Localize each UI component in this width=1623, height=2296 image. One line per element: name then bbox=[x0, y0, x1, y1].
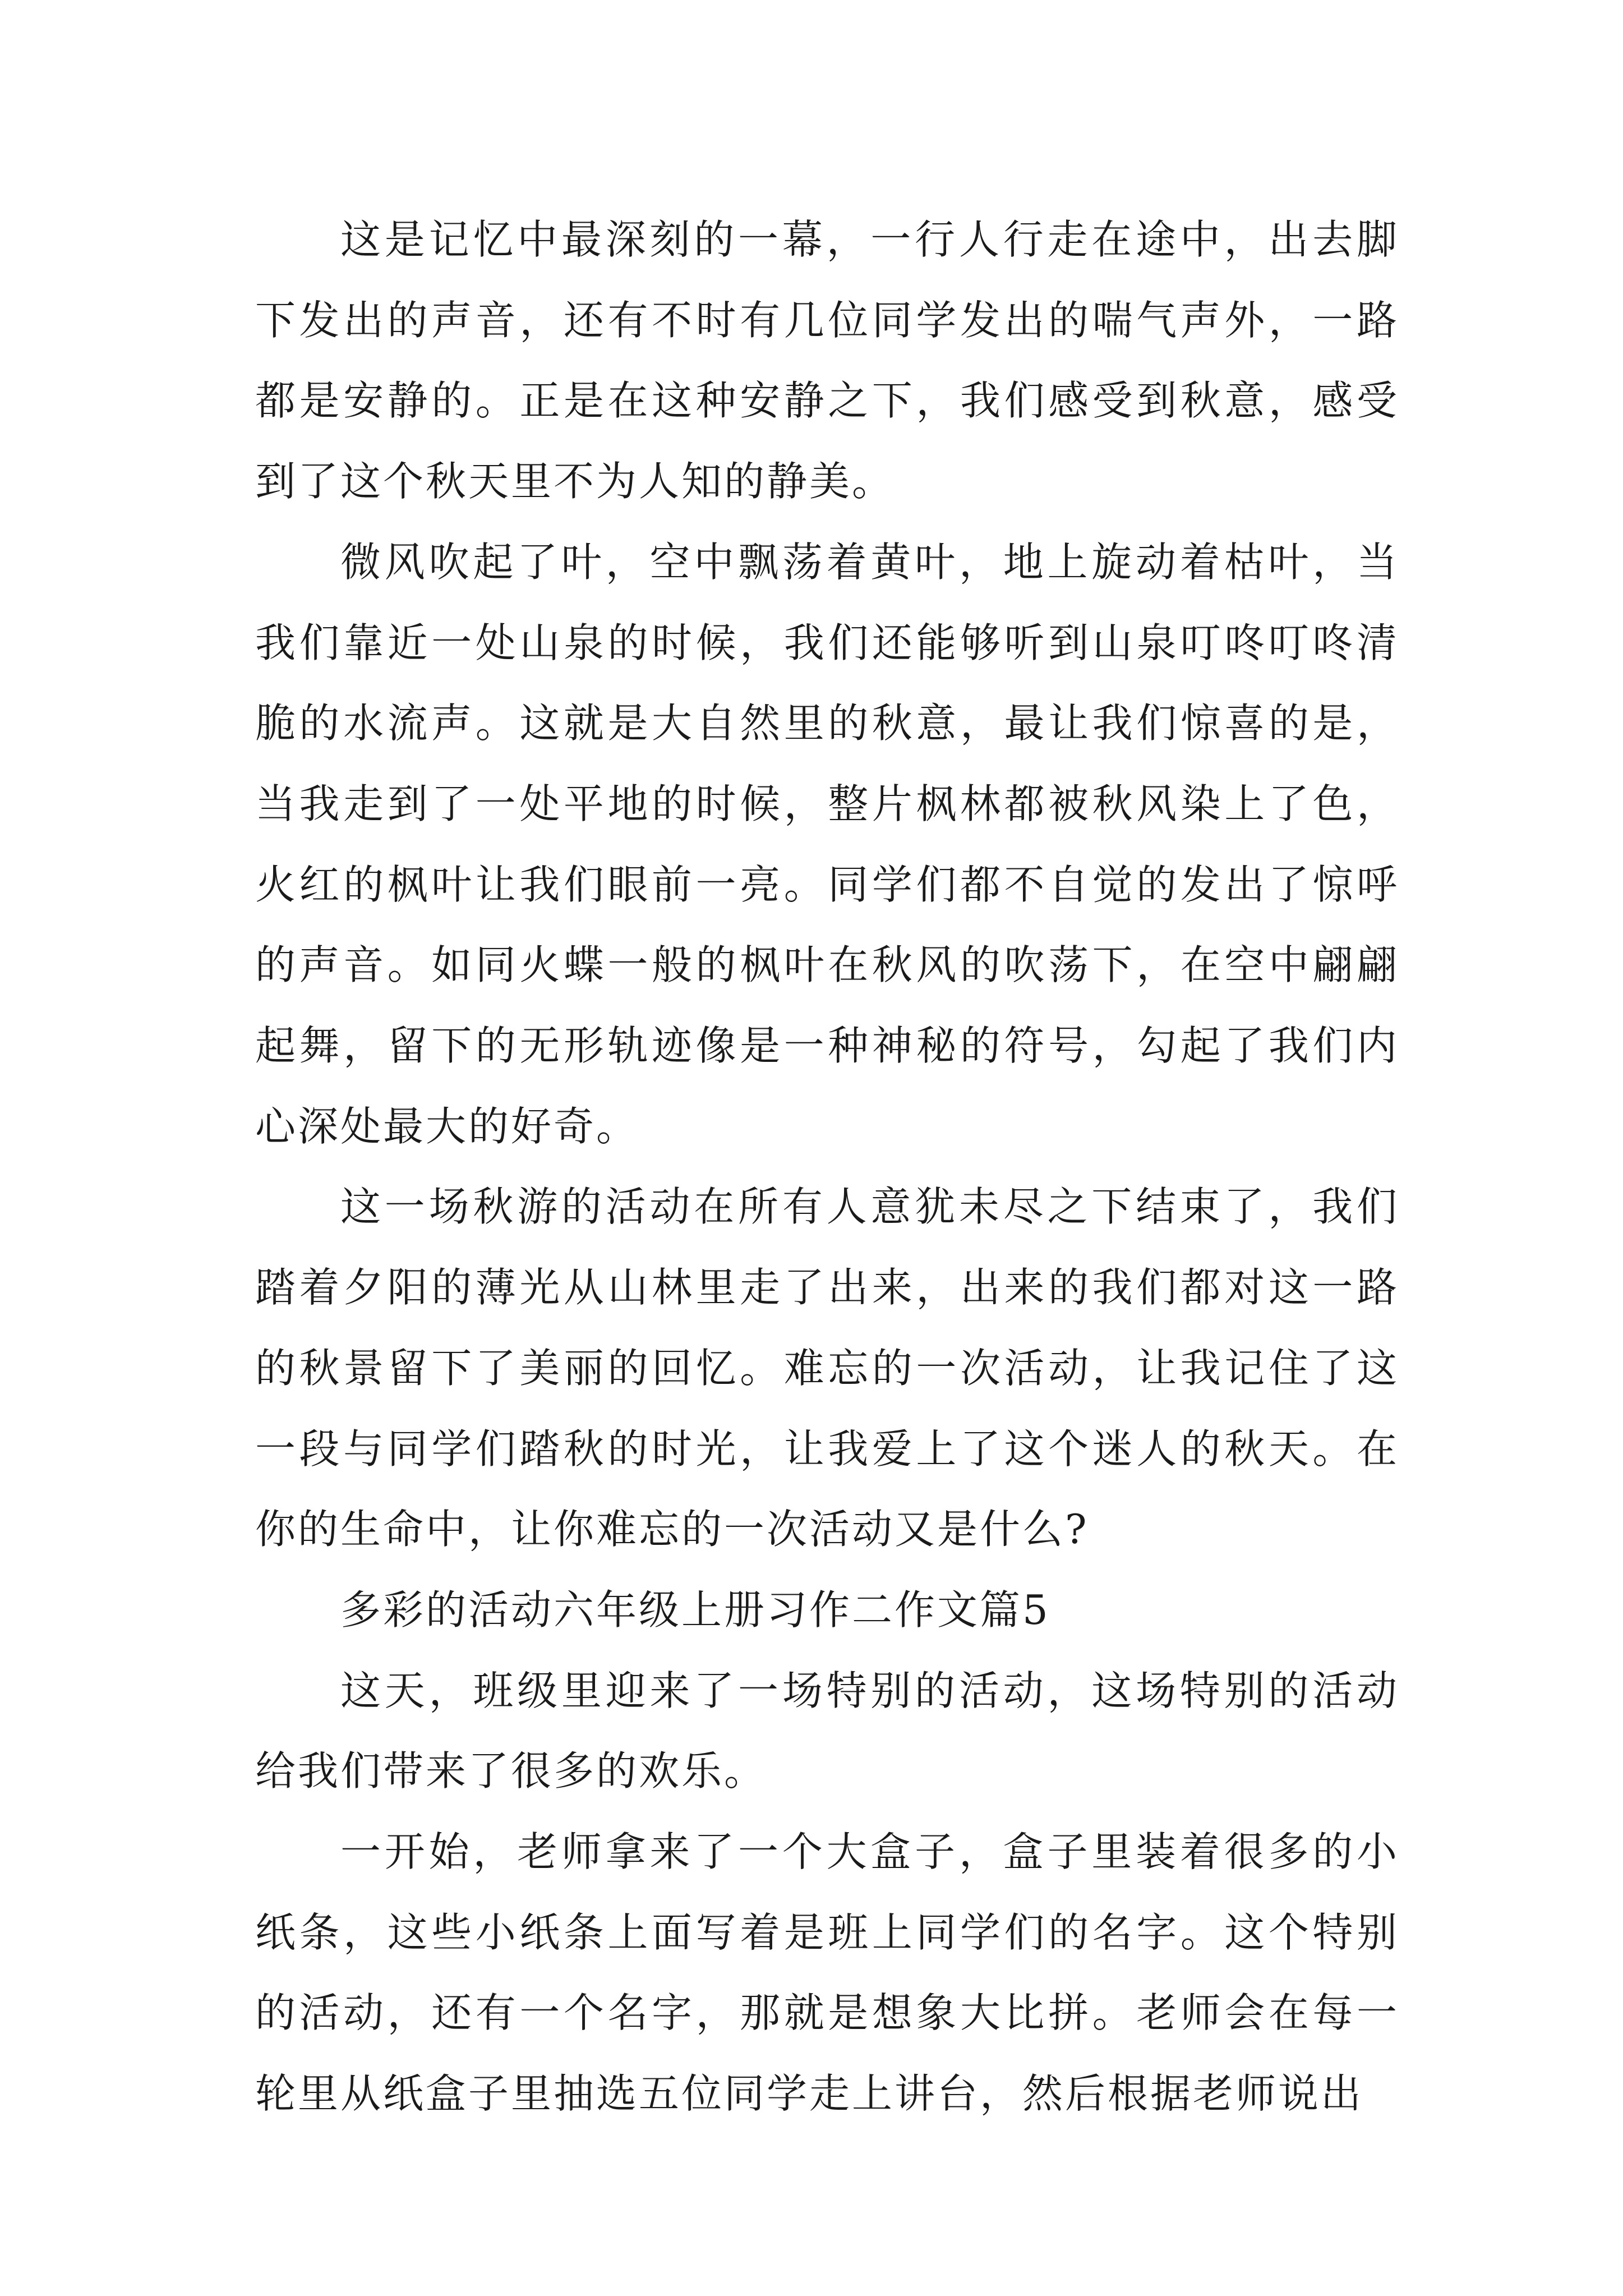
paragraph-1: 这是记忆中最深刻的一幕，一行人行走在途中，出去脚下发出的声音，还有不时有几位同学发出的喘气声外，一路都是安静的。正是在这种安静之下，我们感受到秋意，感受到了这个秋天里不为人知的静美。 bbox=[255, 216, 1399, 505]
document-body bbox=[255, 200, 1399, 2134]
paragraph-3: 这一场秋游的活动在所有人意犹未尽之下结束了，我们踏着夕阳的薄光从山林里走了出来，出来的我们都对这一路的秋景留下了美丽的回忆。难忘的一次活动，让我记住了这一段与同学们踏秋的时光，让我爱上了这个迷人的秋天。在你的生命中，让你难忘的一次活动又是什么? bbox=[255, 1183, 1399, 1553]
paragraph-4: 这天，班级里迎来了一场特别的活动，这场特别的活动给我们带来了很多的欢乐。 bbox=[255, 1667, 1399, 1795]
paragraph-2: 微风吹起了叶，空中飘荡着黄叶，地上旋动着枯叶，当我们靠近一处山泉的时候，我们还能够听到山泉叮咚叮咚清脆的水流声。这就是大自然里的秋意，最让我们惊喜的是，当我走到了一处平地的时候，整片枫林都被秋风染上了色，火红的枫叶让我们眼前一亮。同学们都不自觉的发出了惊呼的声音。如同火蝶一般的枫叶在秋风的吹荡下，在空中翩翩起舞，留下的无形轨迹像是一种神秘的符号，勾起了我们内心深处最大的好奇。 bbox=[255, 538, 1399, 1150]
paragraph-5: 一开始，老师拿来了一个大盒子，盒子里装着很多的小纸条，这些小纸条上面写着是班上同学们的名字。这个特别的活动，还有一个名字，那就是想象大比拼。老师会在每一轮里从纸盒子里抽选五位同学走上讲台，然后根据老师说出 bbox=[255, 1828, 1399, 2118]
section-heading: 多彩的活动六年级上册习作二作文篇5 bbox=[340, 1586, 1050, 1634]
